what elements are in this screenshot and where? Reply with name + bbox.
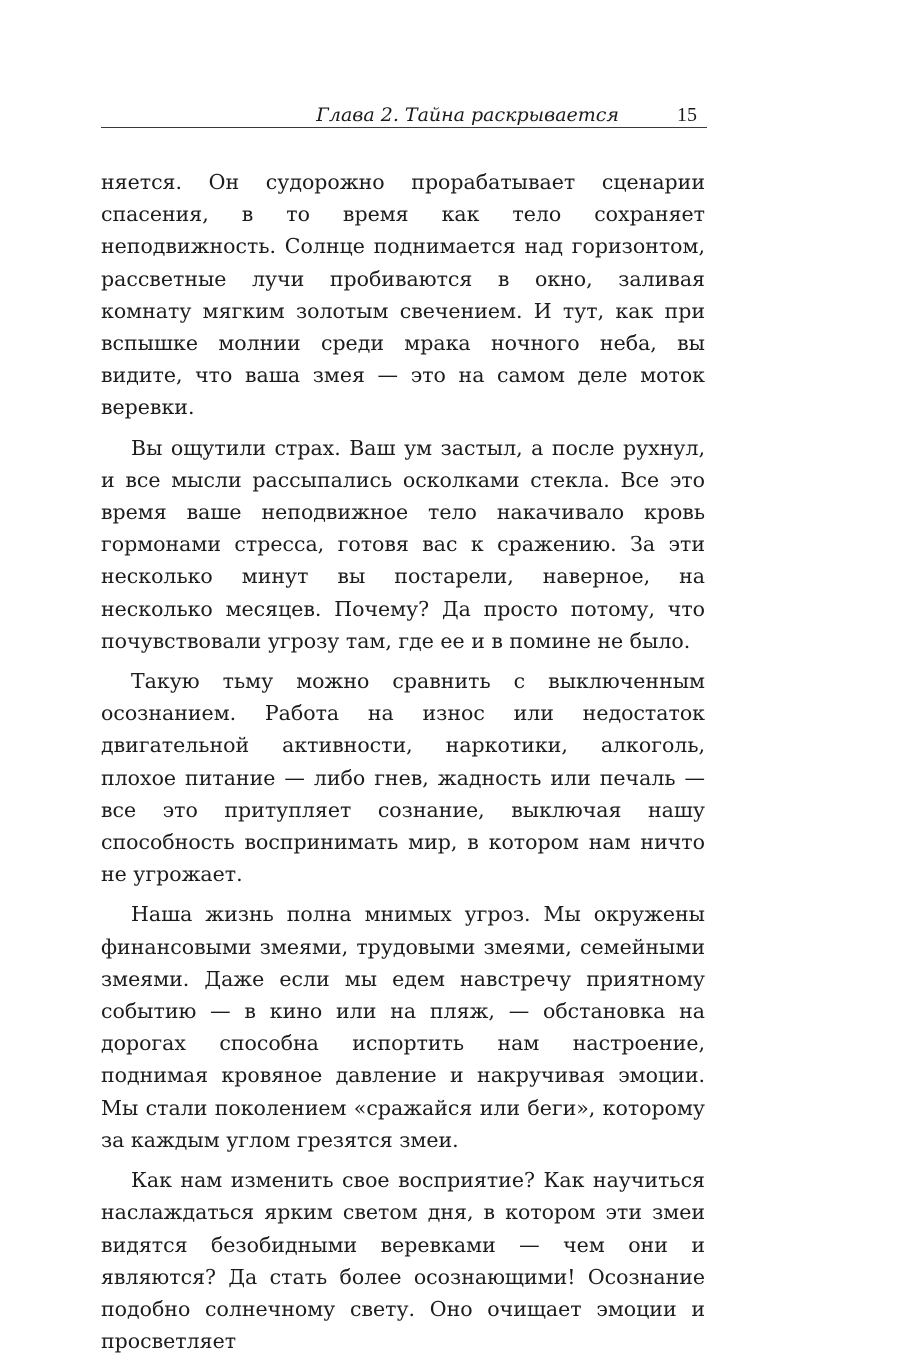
body-text — [101, 166, 705, 1365]
chapter-title: Глава 2. Тайна раскрывается — [316, 104, 619, 126]
page-number: 15 — [677, 104, 697, 126]
paragraph-1: няется. Он судорожно прорабатывает сценарии спасения, в то время как тело сохраняет неподвижность. Солнце поднимается над горизонтом, рассветные лучи пробиваются в окно, заливая комнату мягким золотым свечением. И тут, как при вспышке молнии среди мрака ночного неба, вы видите, что ваша змея — это на самом деле моток веревки. — [101, 170, 705, 420]
header-rule — [101, 127, 707, 128]
paragraph-5: Как нам изменить свое восприятие? Как научиться наслаждаться ярким светом дня, в котором эти змеи видятся безобидными веревками — чем они и являются? Да стать более осознающими! Осознание подобно солнечному свету. Оно очищает эмоции и просветляет — [101, 1168, 705, 1354]
paragraph-3: Такую тьму можно сравнить с выключенным осознанием. Работа на износ или недостаток двигательной активности, наркотики, алкоголь, плохое питание — либо гнев, жадность или печаль — все это притупляет сознание, выключая нашу способность воспринимать мир, в котором нам ничто не угрожает. — [101, 669, 705, 887]
paragraph-2: Вы ощутили страх. Ваш ум застыл, а после рухнул, и все мысли рассыпались осколками стекла. Все это время ваше неподвижное тело накачивало кровь гормонами стресса, готовя вас к сражению. За эти несколько минут вы постарели, наверное, на несколько месяцев. Почему? Да просто потому, что почувствовали угрозу там, где ее и в помине не было. — [101, 435, 705, 653]
running-header — [101, 100, 707, 128]
paragraph-4: Наша жизнь полна мнимых угроз. Мы окружены финансовыми змеями, трудовыми змеями, семейными змеями. Даже если мы едем навстречу приятному событию — в кино или на пляж, — обстановка на дорогах способна испортить нам настроение, поднимая кровяное давление и накручивая эмоции. Мы стали поколением «сражайся или беги», которому за каждым углом грезятся змеи. — [101, 902, 705, 1152]
